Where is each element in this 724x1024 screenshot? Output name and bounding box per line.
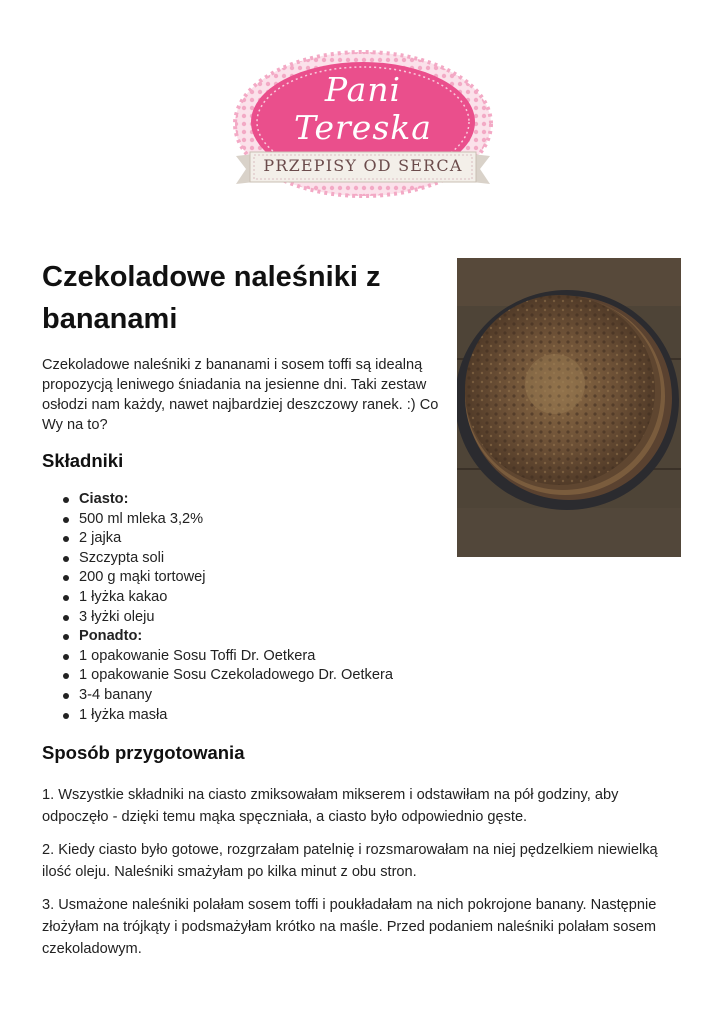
ingredient-item: 1 łyżka kakao <box>42 588 393 608</box>
ingredient-group-label: Ciasto: <box>42 490 393 510</box>
recipe-title: Czekoladowe naleśniki z bananami <box>42 261 381 335</box>
ingredients-list <box>42 490 393 725</box>
ingredient-group-label: Ponadto: <box>42 627 393 647</box>
recipe-photo <box>457 258 681 557</box>
pancake-stack-photo <box>457 258 681 557</box>
ingredient-item: 1 opakowanie Sosu Czekoladowego Dr. Oetkera <box>42 666 393 686</box>
site-logo[interactable] <box>232 48 494 213</box>
ingredients-heading: Składniki <box>42 450 124 471</box>
ingredient-item: Szczypta soli <box>42 549 393 569</box>
ingredient-item: 500 ml mleka 3,2% <box>42 510 393 530</box>
method-step: 1. Wszystkie składniki na ciasto zmiksowałam mikserem i odstawiłam na pół godziny, aby odpoczęło - dzięki temu mąka spęczniała, a ciasto było odpowiednio gęste. <box>42 787 619 825</box>
recipe-intro: Czekoladowe naleśniki z bananami i sosem toffi są idealną propozycją leniwego śniadania na jesienne dni. Taki zestaw osłodzi nam każdy, nawet najbardziej deszczowy ranek. :) Co Wy na to? <box>42 357 439 433</box>
logo-text-pani: Pani <box>324 70 402 109</box>
logo-text-tereska: Tereska <box>294 108 432 147</box>
ingredient-item: 3-4 banany <box>42 686 393 706</box>
ingredient-item: 200 g mąki tortowej <box>42 568 393 588</box>
logo-banner-text: PRZEPISY OD SERCA <box>263 156 463 175</box>
method-step: 3. Usmażone naleśniki polałam sosem toffi i poukładałam na nich pokrojone banany. Następnie złożyłam na trójkąty i podsmażyłam krótko na maśle. Przed podaniem naleśniki polałam sosem czekoladowym. <box>42 897 657 957</box>
ingredient-item: 1 opakowanie Sosu Toffi Dr. Oetkera <box>42 647 393 667</box>
method-heading: Sposób przygotowania <box>42 742 245 763</box>
ingredient-item: 1 łyżka masła <box>42 706 393 726</box>
ingredient-item: 2 jajka <box>42 529 393 549</box>
method-steps <box>42 784 682 971</box>
method-step: 2. Kiedy ciasto było gotowe, rozgrzałam patelnię i rozsmarowałam na niej pędzelkiem niewielką ilość oleju. Naleśniki smażyłam po kilka minut z obu stron. <box>42 842 658 880</box>
ingredient-item: 3 łyżki oleju <box>42 608 393 628</box>
